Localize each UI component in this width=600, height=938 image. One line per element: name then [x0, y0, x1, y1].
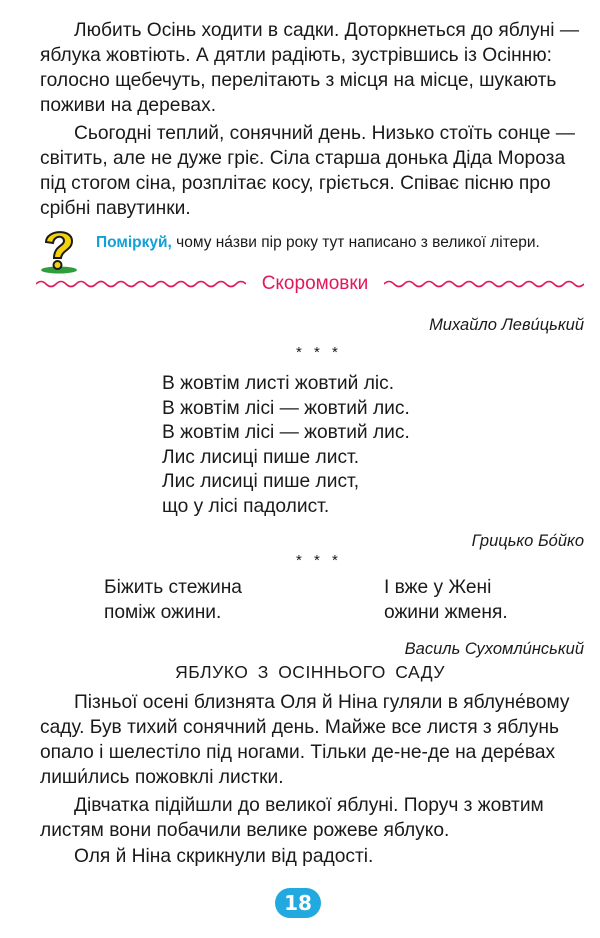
poem-boiko-right	[384, 576, 508, 625]
text-line: під стогом сіна, розплітає косу, гріється. Співає пісню про	[40, 173, 551, 194]
story-title: ЯБЛУКО З ОСІННЬОГО САДУ	[175, 662, 445, 682]
paragraph-twins	[40, 690, 588, 790]
text-line: Сьогодні теплий, сонячний день. Низько стоїть сонце —	[74, 123, 575, 144]
wavy-divider-left	[36, 276, 246, 292]
author-boiko: Грицько Бо́йко	[471, 532, 584, 550]
author-levytskyi: Михайло Леви́цький	[429, 316, 584, 334]
text-line: лиши́лись пожовклі листки.	[40, 767, 284, 788]
text-line: саду. Був тихий сонячний день. Майже все листя з яблунь	[40, 717, 559, 738]
text-line: яблука жовтіють. А дятли радіють, зустрівшись із Осінню:	[40, 45, 552, 66]
text-line: опало і шелестіло під ногами. Тільки де-не-де на дере́вах	[40, 742, 556, 763]
poem-line: що у лісі падолист.	[162, 495, 330, 517]
poem-line: Лис лисиці пише лист,	[162, 471, 360, 493]
text-line: світить, але не дуже гріє. Сіла старша донька Діда Мороза	[40, 148, 566, 169]
stars-separator: * * *	[296, 344, 342, 361]
paragraph-sunny-day	[40, 121, 588, 221]
author-sukhomlynskyi: Василь Сухомли́нський	[404, 640, 584, 658]
poem-line: І вже у Жені	[384, 577, 492, 598]
paragraph-joy	[40, 844, 588, 869]
text-line: срібні павутинки.	[40, 198, 191, 219]
text-line: Любить Осінь ходити в садки. Доторкнеться до яблуні —	[74, 20, 580, 41]
poem-line: поміж ожини.	[104, 601, 222, 623]
think-text: чому на́зви пір року тут написано з великої літери.	[171, 234, 540, 251]
question-mark-icon	[36, 226, 82, 276]
text-line: Дівчатка підійшли до великої яблуні. Поруч з жовтим	[74, 795, 544, 816]
poem-levytskyi	[162, 372, 410, 520]
poem-line: Біжить стежина	[104, 577, 242, 598]
poem-line: Лис лисиці пише лист.	[162, 446, 360, 468]
page-number-badge: 18	[275, 888, 321, 918]
text-line: поживи на деревах.	[40, 95, 217, 116]
poem-line: В жовтім лісі — жовтий лис.	[162, 397, 410, 419]
text-line: Оля й Ніна скрикнули від радості.	[74, 846, 374, 867]
poem-line: ожини жменя.	[384, 601, 508, 623]
poem-line: В жовтім лісі — жовтий лис.	[162, 422, 410, 444]
think-prompt	[96, 234, 596, 252]
text-line: листям вони побачили велике рожеве яблуко.	[40, 820, 450, 841]
poem-line: В жовтім листі жовтий ліс.	[162, 373, 395, 394]
section-title: Скоромовки	[261, 273, 369, 294]
think-keyword: Поміркуй,	[96, 234, 172, 251]
stars-separator: * * *	[296, 552, 342, 569]
text-line: голосно щебечуть, перелітають з місця на місце, шукають	[40, 70, 557, 91]
paragraph-apple-tree	[40, 793, 588, 843]
poem-boiko-left	[104, 576, 242, 625]
wavy-divider-right	[384, 276, 584, 292]
paragraph-intro	[40, 18, 588, 118]
text-line: Пізньої осені близнята Оля й Ніна гуляли в яблуне́вому	[74, 692, 570, 713]
